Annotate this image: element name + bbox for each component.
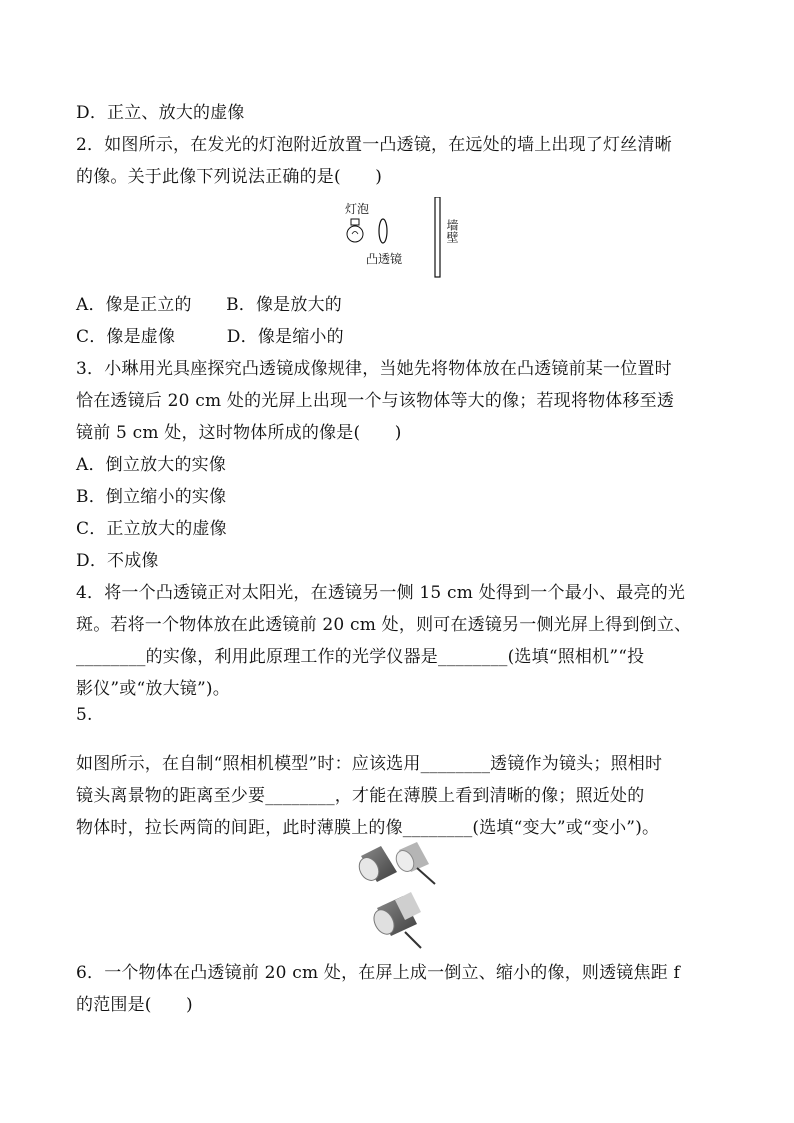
q2-option-c-d: C．像是虚像 D．像是缩小的 — [76, 327, 344, 347]
q4-stem-line3: ________的实像，利用此原理工作的光学仪器是________(选填“照相机”“投 — [76, 647, 645, 667]
wall-icon — [435, 197, 440, 277]
bulb-icon — [347, 219, 363, 242]
q5-stem-line2: 镜头离景物的距离至少要________，才能在薄膜上看到清晰的像；照近处的 — [76, 786, 645, 806]
camera-tubes-drawing — [355, 842, 445, 950]
q3-stem-line2: 恰在透镜后 20 cm 处的光屏上出现一个与该物体等大的像；若现将物体移至透 — [76, 391, 675, 411]
lens-label: 凸透镜 — [366, 252, 403, 266]
q2-stem-line2: 的像。关于此像下列说法正确的是( ) — [76, 167, 383, 187]
camera-model-figure — [355, 842, 445, 950]
outer-tube-icon — [355, 846, 397, 884]
assembled-camera-icon — [370, 892, 421, 948]
q3-stem-line1: 3．小琳用光具座探究凸透镜成像规律，当她先将物体放在凸透镜前某一位置时 — [76, 359, 672, 379]
q3-option-b: B．倒立缩小的实像 — [76, 487, 227, 507]
convex-lens-icon — [379, 219, 387, 243]
lens-bulb-wall-figure — [340, 197, 470, 279]
q6-stem-line2: 的范围是( ) — [76, 995, 193, 1015]
bulb-label: 灯泡 — [345, 202, 370, 216]
q5-number: 5. — [76, 705, 93, 725]
q5-stem-line3: 物体时，拉长两筒的间距，此时薄膜上的像________(选填“变大”或“变小”)。 — [76, 818, 660, 838]
q3-option-d: D．不成像 — [76, 551, 159, 571]
q6-stem-line1: 6．一个物体在凸透镜前 20 cm 处，在屏上成一倒立、缩小的像，则透镜焦距 f — [76, 963, 680, 983]
wall-label: 墙壁 — [445, 219, 459, 243]
inner-tube-icon — [393, 842, 435, 884]
q4-stem-line1: 4．将一个凸透镜正对太阳光，在透镜另一侧 15 cm 处得到一个最小、最亮的光 — [76, 583, 686, 603]
q3-stem-line3: 镜前 5 cm 处，这时物体所成的像是( ) — [76, 423, 402, 443]
q4-stem-line2: 斑。若将一个物体放在此透镜前 20 cm 处，则可在透镜另一侧光屏上得到倒立、 — [76, 615, 692, 635]
q1-option-d: D．正立、放大的虚像 — [76, 103, 245, 123]
q3-option-c: C．正立放大的虚像 — [76, 519, 227, 539]
q2-stem-line1: 2．如图所示，在发光的灯泡附近放置一凸透镜，在远处的墙上出现了灯丝清晰 — [76, 135, 672, 155]
q5-stem-line1: 如图所示，在自制“照相机模型”时：应该选用________透镜作为镜头；照相时 — [76, 754, 663, 774]
q3-option-a: A．倒立放大的实像 — [76, 455, 227, 475]
q2-option-a-b: A．像是正立的 B．像是放大的 — [76, 295, 342, 315]
q4-stem-line4: 影仪”或“放大镜”)。 — [76, 679, 230, 699]
